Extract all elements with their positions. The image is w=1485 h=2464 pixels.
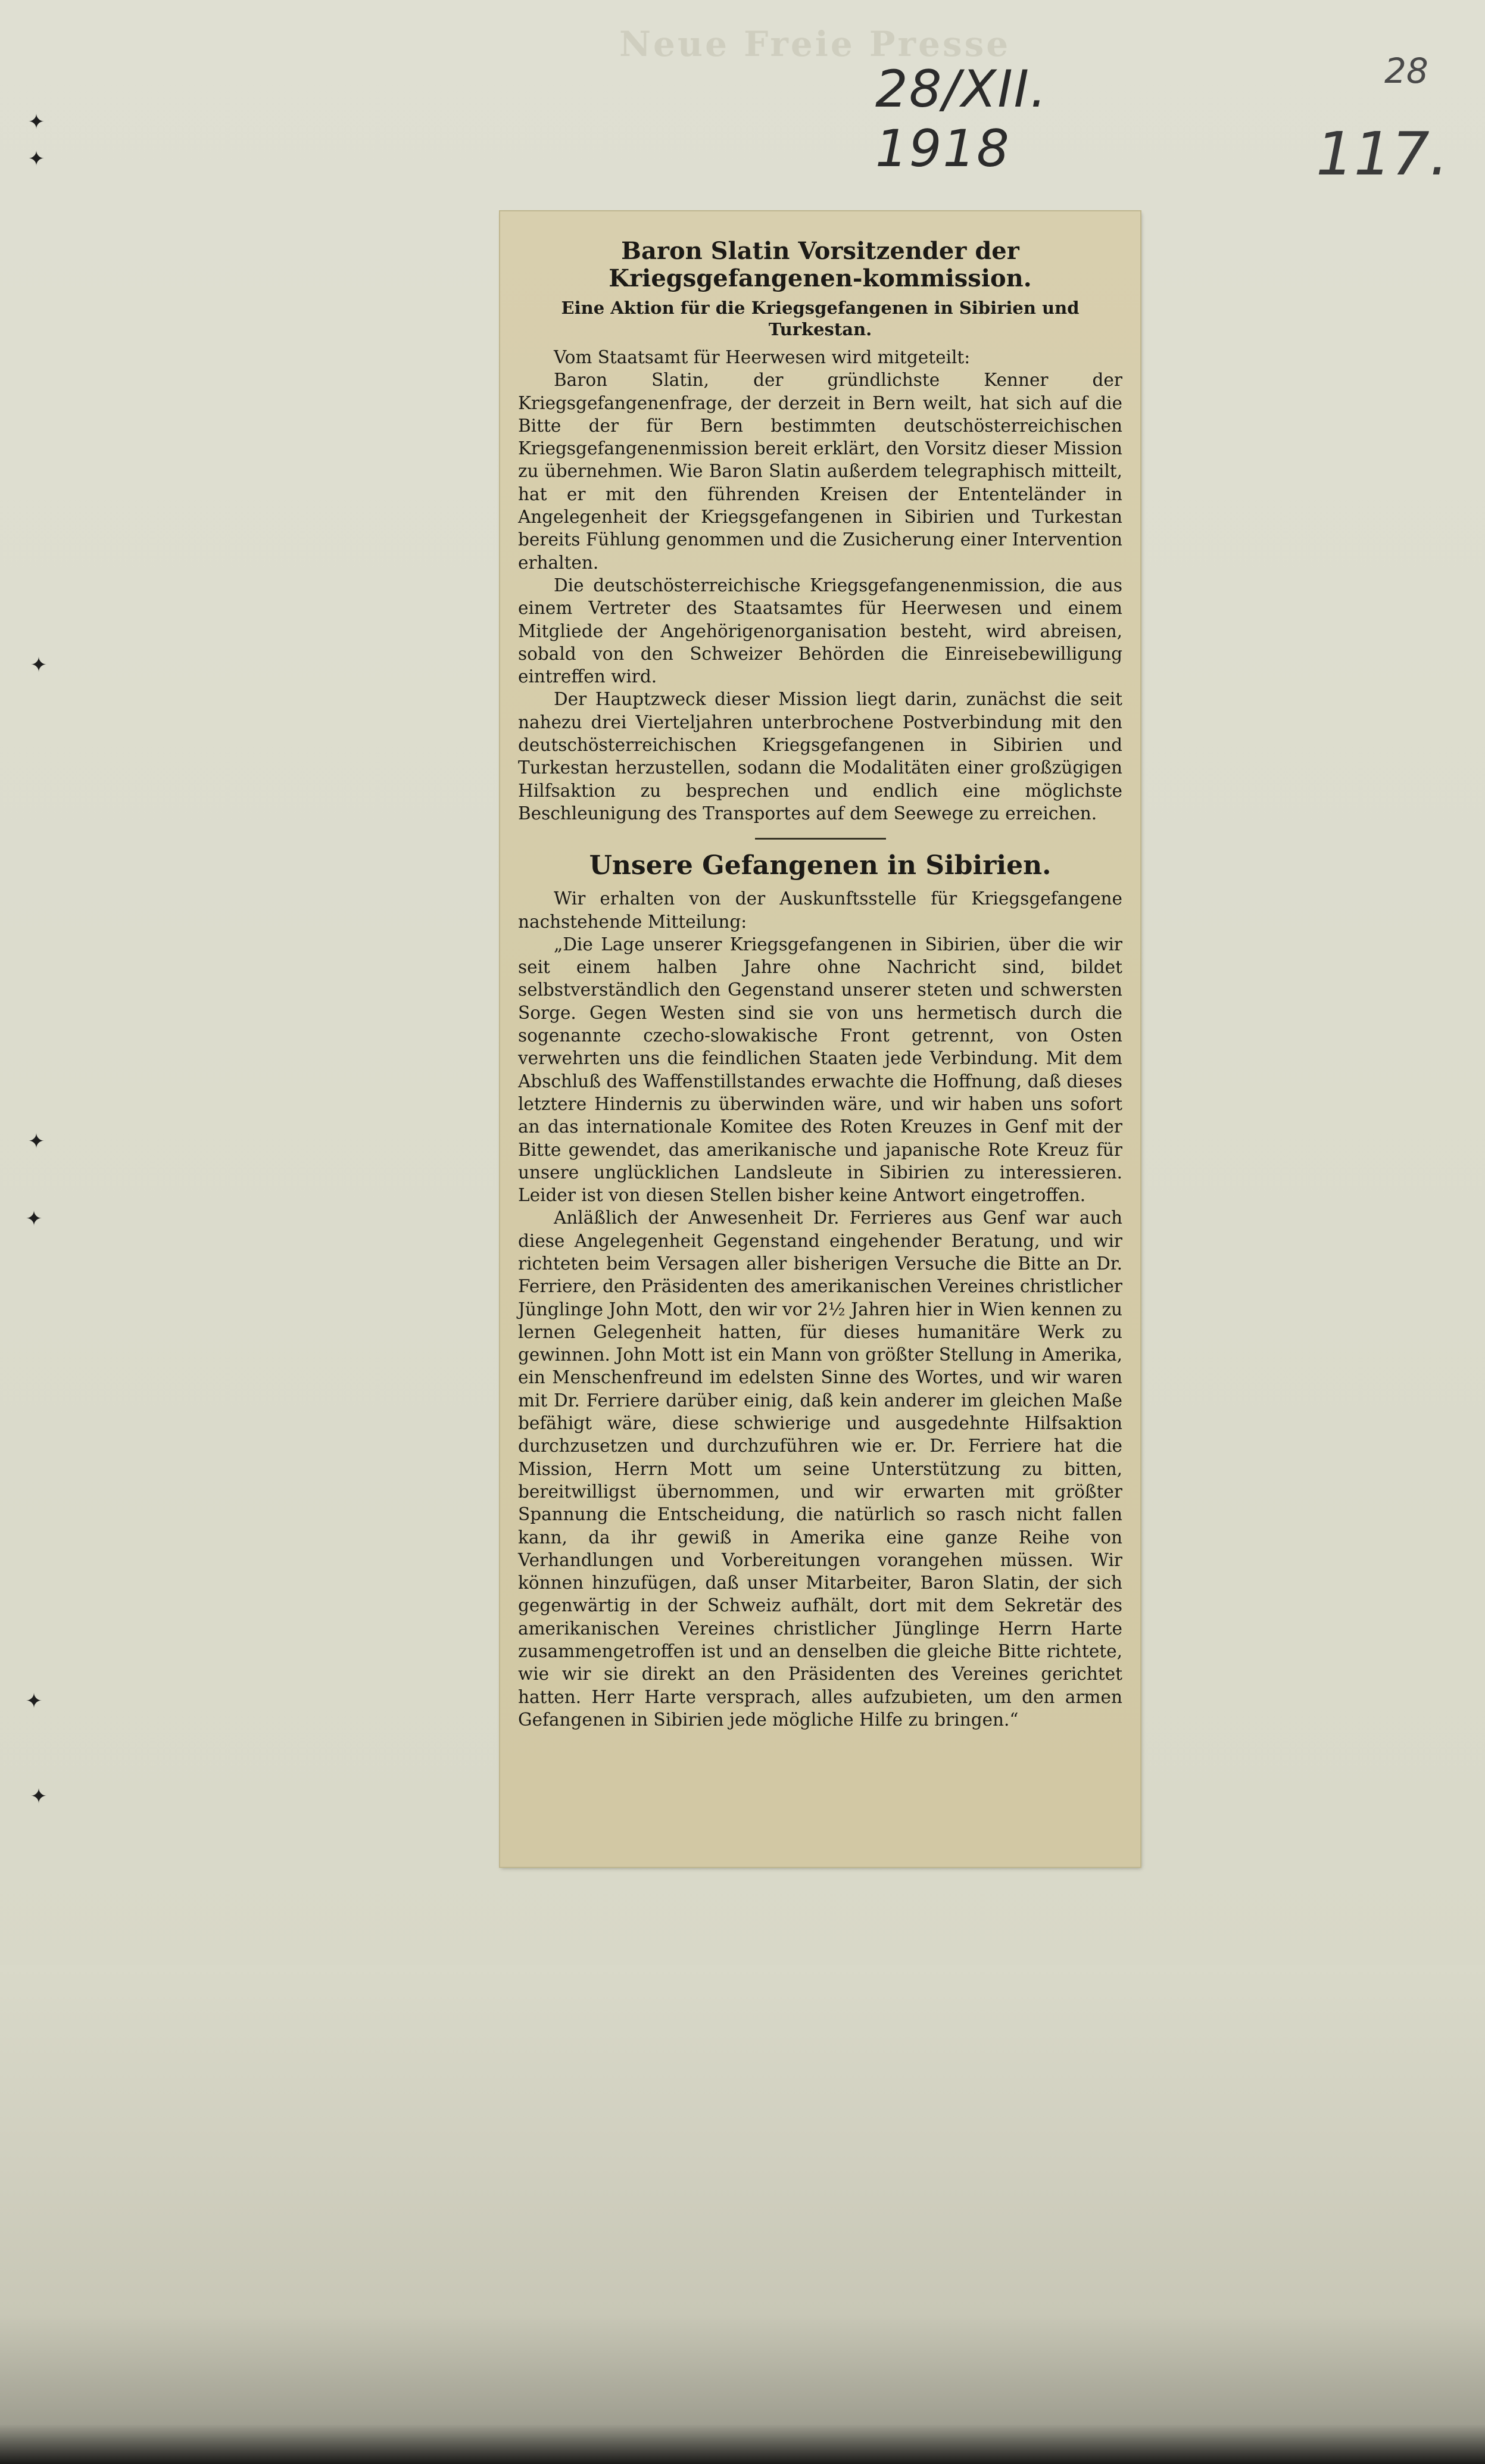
article-paragraph: Anläßlich der Anwesenheit Dr. Ferrieres aus Genf war auch diese Angelegenheit Gegenstand eingehender Beratung, und wir richteten beim Versagen aller bisherigen Versuche die Bitte an Dr. Ferriere, den Präsidenten des amerikanischen Vereines christlicher Jünglinge John Mott, den wir vor 2½ Jahren hier in Wien kennen zu lernen Gelegenheit hatten, für dieses humanitäre Werk zu gewinnen. John Mott ist ein Mann von größter Stellung in Amerika, ein Menschenfreund im edelsten Sinne des Wortes, und wir waren mit Dr. Ferriere darüber einig, daß kein anderer im gleichen Maße befähigt wäre, diese schwierige und ausgedehnte Hilfsaktion durchzusetzen und durchzuführen wie er. Dr. Ferriere hat die Mission, Herrn Mott um seine Unterstützung zu bitten, bereitwilligst übernommen, und wir erwarten mit größter Spannung die Entscheidung, die natürlich so rasch nicht fallen kann, da ihr gewiß in Amerika eine ganze Reihe von Verhandlungen und Vorbereitungen vorangehen müssen. Wir können hinzufügen, daß unser Mitarbeiter, Baron Slatin, der sich gegenwärtig in der Schweiz aufhält, dort mit dem Sekretär des amerikanischen Vereines christlicher Jünglinge Herrn Harte zusammengetroffen ist und an denselben die gleiche Bitte richtete, wie wir sie direkt an den Präsidenten des Vereines gerichtet hatten. Herr Harte versprach, alles aufzubieten, um den armen Gefangenen in Sibirien jede mögliche Hilfe zu bringen.“	[518, 1208, 1122, 1730]
folio-number: 117.	[1316, 119, 1449, 189]
binding-hole-icon: ✦	[27, 147, 45, 171]
article-paragraph: Vom Staatsamt für Heerwesen wird mitgeteilt:	[554, 347, 971, 367]
article-paragraph: Baron Slatin, der gründlichste Kenner der Kriegsgefangenenfrage, der derzeit in Bern weilt, hat sich auf die Bitte der für Bern bestimmten deutschösterreichischen Kriegsgefangenenmission bereit erklärt, den Vorsitz dieser Mission zu übernehmen. Wie Baron Slatin außerdem telegraphisch mitteilt, hat er mit den führenden Kreisen der Ententeländer in Angelegenheit der Kriegsgefangenen in Sibirien und Turkestan bereits Fühlung genommen und die Zusicherung einer Intervention erhalten.	[518, 370, 1122, 573]
section-divider	[755, 838, 886, 840]
binding-hole-icon: ✦	[30, 1785, 48, 1808]
article-paragraph: Wir erhalten von der Auskunftsstelle für Kriegsgefangene nachstehende Mitteilung:	[518, 888, 1122, 932]
article-subheadline: Eine Aktion für die Kriegsgefangenen in Sibirien und Turkestan.	[561, 298, 1080, 339]
article-paragraph: Der Hauptzweck dieser Mission liegt darin, zunächst die seit nahezu drei Vierteljahren unterbrochene Postverbindung mit den deutschösterreichischen Kriegsgefangenen in Sibirien und Turkestan herzustellen, sodann die Modalitäten einer großzügigen Hilfsaktion zu besprechen und endlich eine möglichste Beschleunigung des Transportes auf dem Seewege zu erreichen.	[518, 689, 1122, 824]
section-heading: Unsere Gefangenen in Sibirien.	[589, 850, 1052, 881]
binding-hole-icon: ✦	[30, 653, 48, 677]
page-number: 28	[1384, 51, 1428, 91]
binding-hole-icon: ✦	[27, 110, 45, 134]
binding-hole-icon: ✦	[27, 1130, 45, 1153]
binding-hole-icon: ✦	[25, 1207, 43, 1231]
scan-bottom-edge	[0, 1965, 1485, 2464]
newspaper-masthead-stamp: Neue Freie Presse	[619, 24, 1011, 64]
article-paragraph: Die deutschösterreichische Kriegsgefangenenmission, die aus einem Vertreter des Staatsamtes für Heerwesen und einem Mitgliede der Angehörigenorganisation besteht, wird abreisen, sobald von den Schweizer Behörden die Einreisebewilligung eintreffen wird.	[518, 575, 1122, 687]
handwritten-date: 28/XII. 1918	[875, 60, 1048, 179]
article-paragraph: „Die Lage unserer Kriegsgefangenen in Sibirien, über die wir seit einem halben Jahre ohne Nachricht sind, bildet selbstverständlich den Gegenstand unserer steten und schwersten Sorge. Gegen Westen sind sie von uns hermetisch durch die sogenannte czecho-slowakische Front getrennt, von Osten verwehrten uns die feindlichen Staaten jede Verbindung. Mit dem Abschluß des Waffenstillstandes erwachte die Hoffnung, daß dieses letztere Hindernis zu überwinden wäre, und wir haben uns sofort an das internationale Komitee des Roten Kreuzes in Genf mit der Bitte gewendet, das amerikanische und japanische Rote Kreuz für unsere unglücklichen Landsleute in Sibirien zu interessieren. Leider ist von diesen Stellen bisher keine Antwort eingetroffen.	[518, 934, 1122, 1206]
newspaper-clipping	[500, 211, 1140, 1867]
binding-hole-icon: ✦	[25, 1689, 43, 1713]
article-headline: Baron Slatin Vorsitzender der Kriegsgefangenen-kommission.	[609, 237, 1032, 292]
